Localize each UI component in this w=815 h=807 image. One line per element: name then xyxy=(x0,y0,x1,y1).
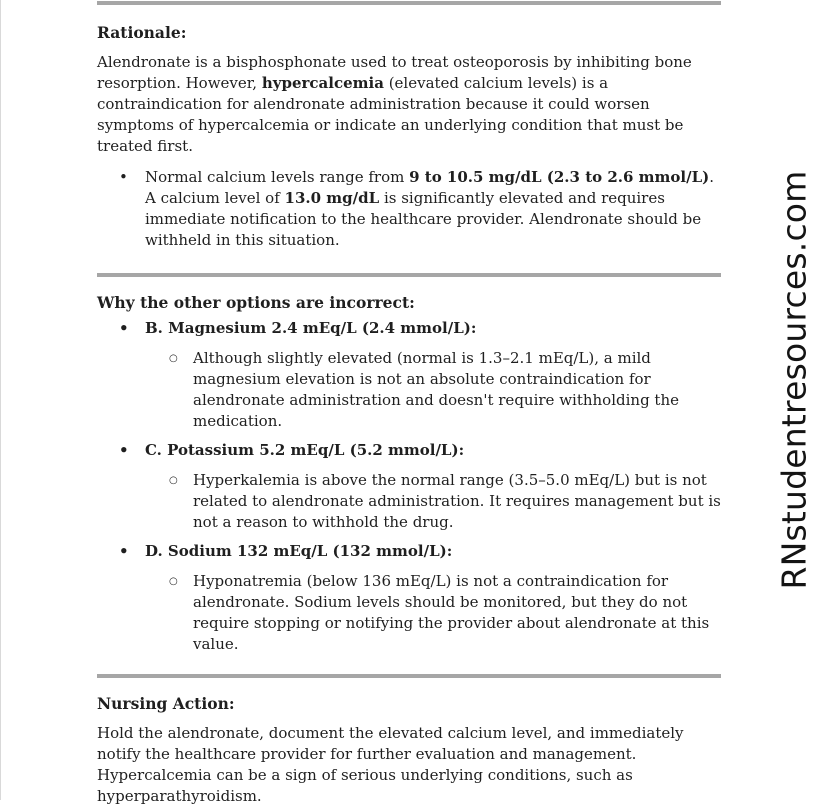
rationale-paragraph: Alendronate is a bisphosphonate used to treat osteoporosis by inhibiting bone resorption. However, hypercalcemia (elevated calcium levels) is a contraindication for alendronate administration because it could worsen symptoms of hypercalcemia or indicate an underlying condition that must be treated first. xyxy=(97,53,692,155)
option-c-label: • C. Potassium 5.2 mEq/L (5.2 mmol/L): xyxy=(97,440,721,461)
incorrect-options-list xyxy=(97,318,721,655)
section-divider xyxy=(97,273,721,277)
option-d-label: • D. Sodium 132 mEq/L (132 mmol/L): xyxy=(97,541,721,562)
option-b-detail: ○ Although slightly elevated (normal is 1.3–2.1 mEq/L), a mild magnesium elevation is not an absolute contraindication for alendronate administration and doesn't require withholding the medication. xyxy=(97,348,721,432)
option-b-label: • B. Magnesium 2.4 mEq/L (2.4 mmol/L): xyxy=(97,318,721,339)
hypercalcemia-term: hypercalcemia xyxy=(261,74,384,92)
document-body xyxy=(97,0,721,807)
section-divider xyxy=(97,674,721,678)
nursing-action-text: Hold the alendronate, document the elevated calcium level, and immediately notify the healthcare provider for further evaluation and management. Hypercalcemia can be a sign of serious underlying conditions, such as hyperparathyroidism. xyxy=(97,724,684,805)
page-left-border xyxy=(0,0,1,800)
section-divider xyxy=(97,1,721,5)
nursing-action-heading: Nursing Action: xyxy=(97,694,235,713)
site-watermark: RNstudentresources.com xyxy=(774,170,814,590)
list-item: • Normal calcium levels range from 9 to 10.5 mg/dL (2.3 to 2.6 mmol/L). A calcium level of 13.0 mg/dL is significantly elevated and requires immediate notification to the healthcare provider. Alendronate should be withheld in this situation. xyxy=(97,167,721,251)
option-d-detail: ○ Hyponatremia (below 136 mEq/L) is not a contraindication for alendronate. Sodium levels should be monitored, but they do not require stopping or notifying the provider about alendronate at this value. xyxy=(97,571,721,655)
rationale-heading: Rationale: xyxy=(97,23,187,42)
incorrect-heading: Why the other options are incorrect: xyxy=(97,293,415,312)
option-c-detail: ○ Hyperkalemia is above the normal range (3.5–5.0 mEq/L) but is not related to alendronate administration. It requires management but is not a reason to withhold the drug. xyxy=(97,470,721,533)
rationale-list xyxy=(97,167,721,251)
